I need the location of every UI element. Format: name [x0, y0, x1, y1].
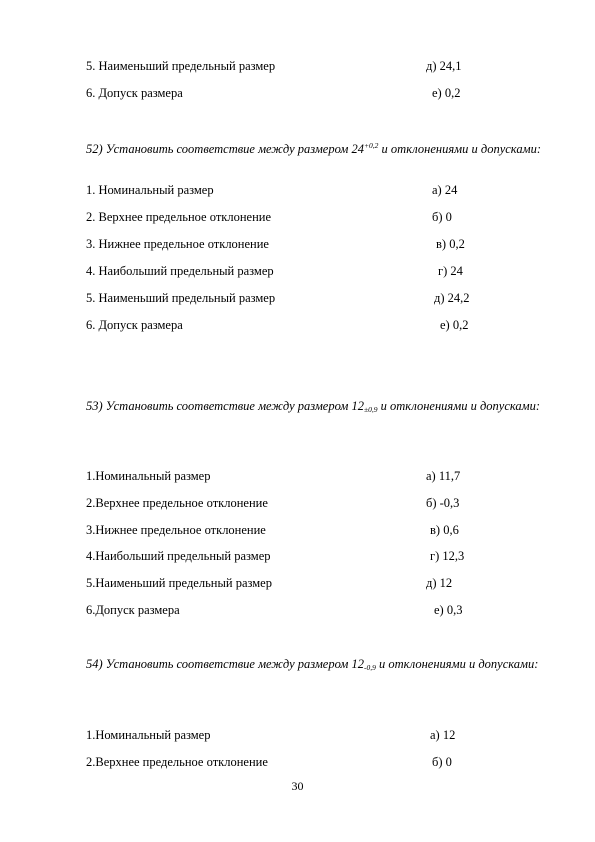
q53-row-1 [86, 467, 516, 485]
row-answer: е) 0,3 [434, 603, 463, 617]
question-subscript: -0,9 [363, 663, 376, 672]
question-53-title [86, 398, 546, 418]
row-label: 3.Нижнее предельное отклонение [86, 523, 266, 537]
row-answer: е) 0,2 [440, 318, 469, 332]
row-answer: д) 12 [426, 576, 453, 590]
row-label: 6. Допуск размера [86, 86, 183, 100]
question-prefix: 53) Установить соответствие между размером 12 [86, 399, 364, 413]
row-answer: в) 0,6 [430, 523, 459, 537]
row-answer: в) 0,2 [436, 237, 465, 251]
row-answer: д) 24,2 [434, 291, 470, 305]
question-subscript: ±0,9 [363, 405, 378, 414]
row-label: 4.Наибольший предельный размер [86, 549, 271, 563]
row-answer: б) 0 [432, 210, 452, 224]
question-suffix: и отклонениями и допусками: [375, 657, 539, 671]
row-label: 5. Наименьший предельный размер [86, 59, 276, 73]
row-answer: е) 0,2 [432, 86, 461, 100]
question-prefix: 52) Установить соответствие между размером 24 [86, 142, 364, 156]
top-row-6 [86, 84, 516, 102]
top-row-5 [86, 57, 516, 75]
q52-row-2 [86, 208, 516, 226]
q54-row-1 [86, 726, 516, 744]
q52-row-4 [86, 262, 516, 280]
row-label: 4. Наибольший предельный размер [86, 264, 274, 278]
row-label: 1. Номинальный размер [86, 183, 214, 197]
row-label: 1.Номинальный размер [86, 469, 211, 483]
row-answer: б) 0 [432, 755, 452, 769]
row-answer: а) 12 [430, 728, 456, 742]
q52-row-3 [86, 235, 516, 253]
row-label: 2. Верхнее предельное отклонение [86, 210, 272, 224]
q54-row-2 [86, 753, 516, 771]
row-answer: г) 12,3 [430, 549, 465, 563]
row-answer: а) 11,7 [426, 469, 461, 483]
question-superscript: +0,2 [363, 141, 379, 150]
row-label: 2.Верхнее предельное отклонение [86, 755, 268, 769]
q53-row-2 [86, 494, 516, 512]
question-prefix: 54) Установить соответствие между размером 12 [86, 657, 364, 671]
q52-row-6 [86, 316, 516, 334]
row-label: 5.Наименьший предельный размер [86, 576, 272, 590]
row-label: 5. Наименьший предельный размер [86, 291, 276, 305]
row-label: 3. Нижнее предельное отклонение [86, 237, 269, 251]
page-number: 30 [291, 779, 304, 793]
row-answer: а) 24 [432, 183, 458, 197]
question-suffix: и отклонениями и допусками: [378, 142, 541, 156]
q52-row-5 [86, 289, 516, 307]
q53-row-4 [86, 547, 516, 565]
question-52-title [86, 137, 546, 158]
row-label: 6.Допуск размера [86, 603, 180, 617]
row-answer: г) 24 [438, 264, 463, 278]
row-label: 6. Допуск размера [86, 318, 183, 332]
question-suffix: и отклонениями и допусками: [377, 399, 541, 413]
q53-row-6 [86, 601, 516, 619]
row-label: 1.Номинальный размер [86, 728, 211, 742]
q53-row-3 [86, 521, 516, 539]
question-54-title [86, 656, 546, 676]
q52-row-1 [86, 181, 516, 199]
row-answer: д) 24,1 [426, 59, 462, 73]
row-label: 2.Верхнее предельное отклонение [86, 496, 268, 510]
row-answer: б) -0,3 [426, 496, 460, 510]
q53-row-5 [86, 574, 516, 592]
